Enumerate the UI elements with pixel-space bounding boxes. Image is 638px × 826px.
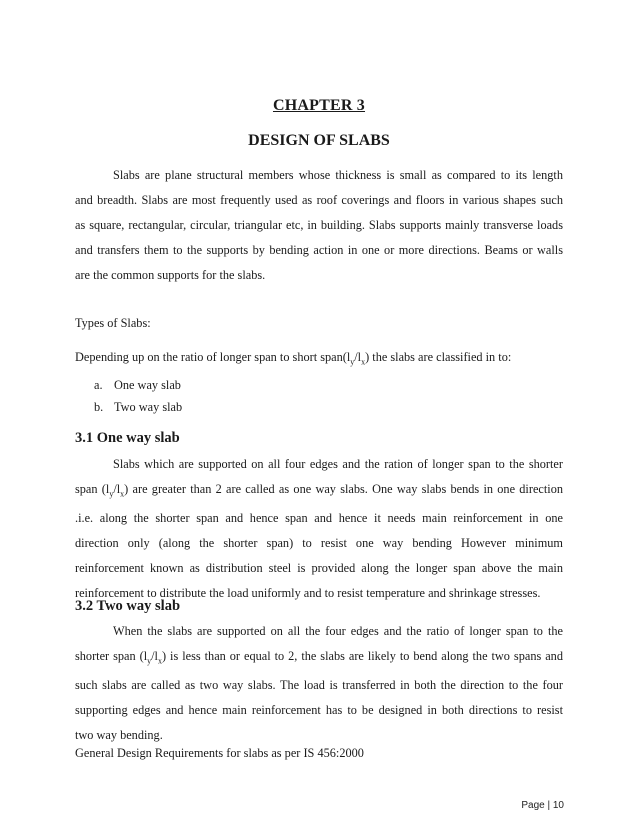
slab-types-list <box>94 374 182 418</box>
list-item <box>94 396 182 418</box>
page-number: Page | 10 <box>521 800 564 811</box>
chapter-subtitle: DESIGN OF SLABS <box>248 132 390 149</box>
paragraph-line: .i.e. along the shorter span and hence span and hence it needs main reinforcement in one <box>75 511 563 526</box>
intro-line: as square, rectangular, circular, triangular etc, in building. Slabs supports mainly transverse loads <box>75 218 563 232</box>
line-suffix: ) are greater than 2 are called as one way slabs. One way slabs bends in one direction <box>124 482 563 496</box>
intro-paragraph <box>75 163 563 288</box>
classification-slash: /l <box>354 350 362 364</box>
classification-prefix: Depending up on the ratio of longer span to short span(l <box>75 350 351 364</box>
line-slash: /l <box>151 649 158 663</box>
paragraph-line: reinforcement to distribute the load uniformly and to resist temperature and shrinkage stresses. <box>75 586 541 601</box>
intro-line: are the common supports for the slabs. <box>75 268 266 282</box>
paragraph-line: direction only (along the shorter span) to resist one way bending However minimum <box>75 536 563 551</box>
chapter-title: CHAPTER 3 <box>272 97 366 114</box>
two-way-paragraph <box>75 619 563 748</box>
section-heading-two-way: 3.2 Two way slab <box>75 598 181 614</box>
list-marker: b. <box>94 400 104 414</box>
line-suffix: ) is less than or equal to 2, the slabs are likely to bend along the two spans and <box>161 649 563 663</box>
subscript-x: x <box>120 489 125 499</box>
line-prefix: shorter span (l <box>75 649 148 663</box>
list-item-text: Two way slab <box>114 400 183 414</box>
general-requirements: General Design Requirements for slabs as per IS 456:2000 <box>75 746 364 760</box>
intro-line: and transfers them to the supports by bending action in one or more directions. Beams or walls <box>75 243 563 257</box>
list-item <box>94 374 182 396</box>
subscript-y: y <box>350 357 355 367</box>
paragraph-line: Slabs which are supported on all four edges and the ration of longer span to the shorter <box>113 457 563 471</box>
paragraph-line: When the slabs are supported on all the four edges and the ratio of longer span to the <box>113 624 563 638</box>
paragraph-line: two way bending. <box>75 728 163 743</box>
intro-line: and breadth. Slabs are most frequently used as roof coverings and floors in various shapes such <box>75 193 563 207</box>
line-prefix: span (l <box>75 482 110 496</box>
paragraph-line: reinforcement known as distribution steel is provided along the longer span above the main <box>75 561 563 576</box>
subscript-x: x <box>361 357 366 367</box>
paragraph-line: such slabs are called as two way slabs. The load is transferred in both the direction to the four <box>75 678 563 693</box>
subscript-x: x <box>157 656 162 666</box>
line-slash: /l <box>113 482 121 496</box>
paragraph-line <box>75 477 563 506</box>
classification-suffix: ) the slabs are classified in to: <box>365 350 512 364</box>
subscript-y: y <box>147 656 152 666</box>
paragraph-line <box>75 644 563 673</box>
subscript-y: y <box>109 489 114 499</box>
paragraph-line: supporting edges and hence main reinforcement has to be designed in both directions to resist <box>75 703 563 718</box>
types-heading: Types of Slabs: <box>75 316 151 330</box>
section-heading-one-way: 3.1 One way slab <box>75 430 180 446</box>
intro-line: Slabs are plane structural members whose thickness is small as compared to its length <box>113 168 563 182</box>
classification-sentence <box>75 349 511 370</box>
list-item-text: One way slab <box>114 378 181 392</box>
list-marker: a. <box>94 378 103 392</box>
one-way-paragraph <box>75 452 563 606</box>
